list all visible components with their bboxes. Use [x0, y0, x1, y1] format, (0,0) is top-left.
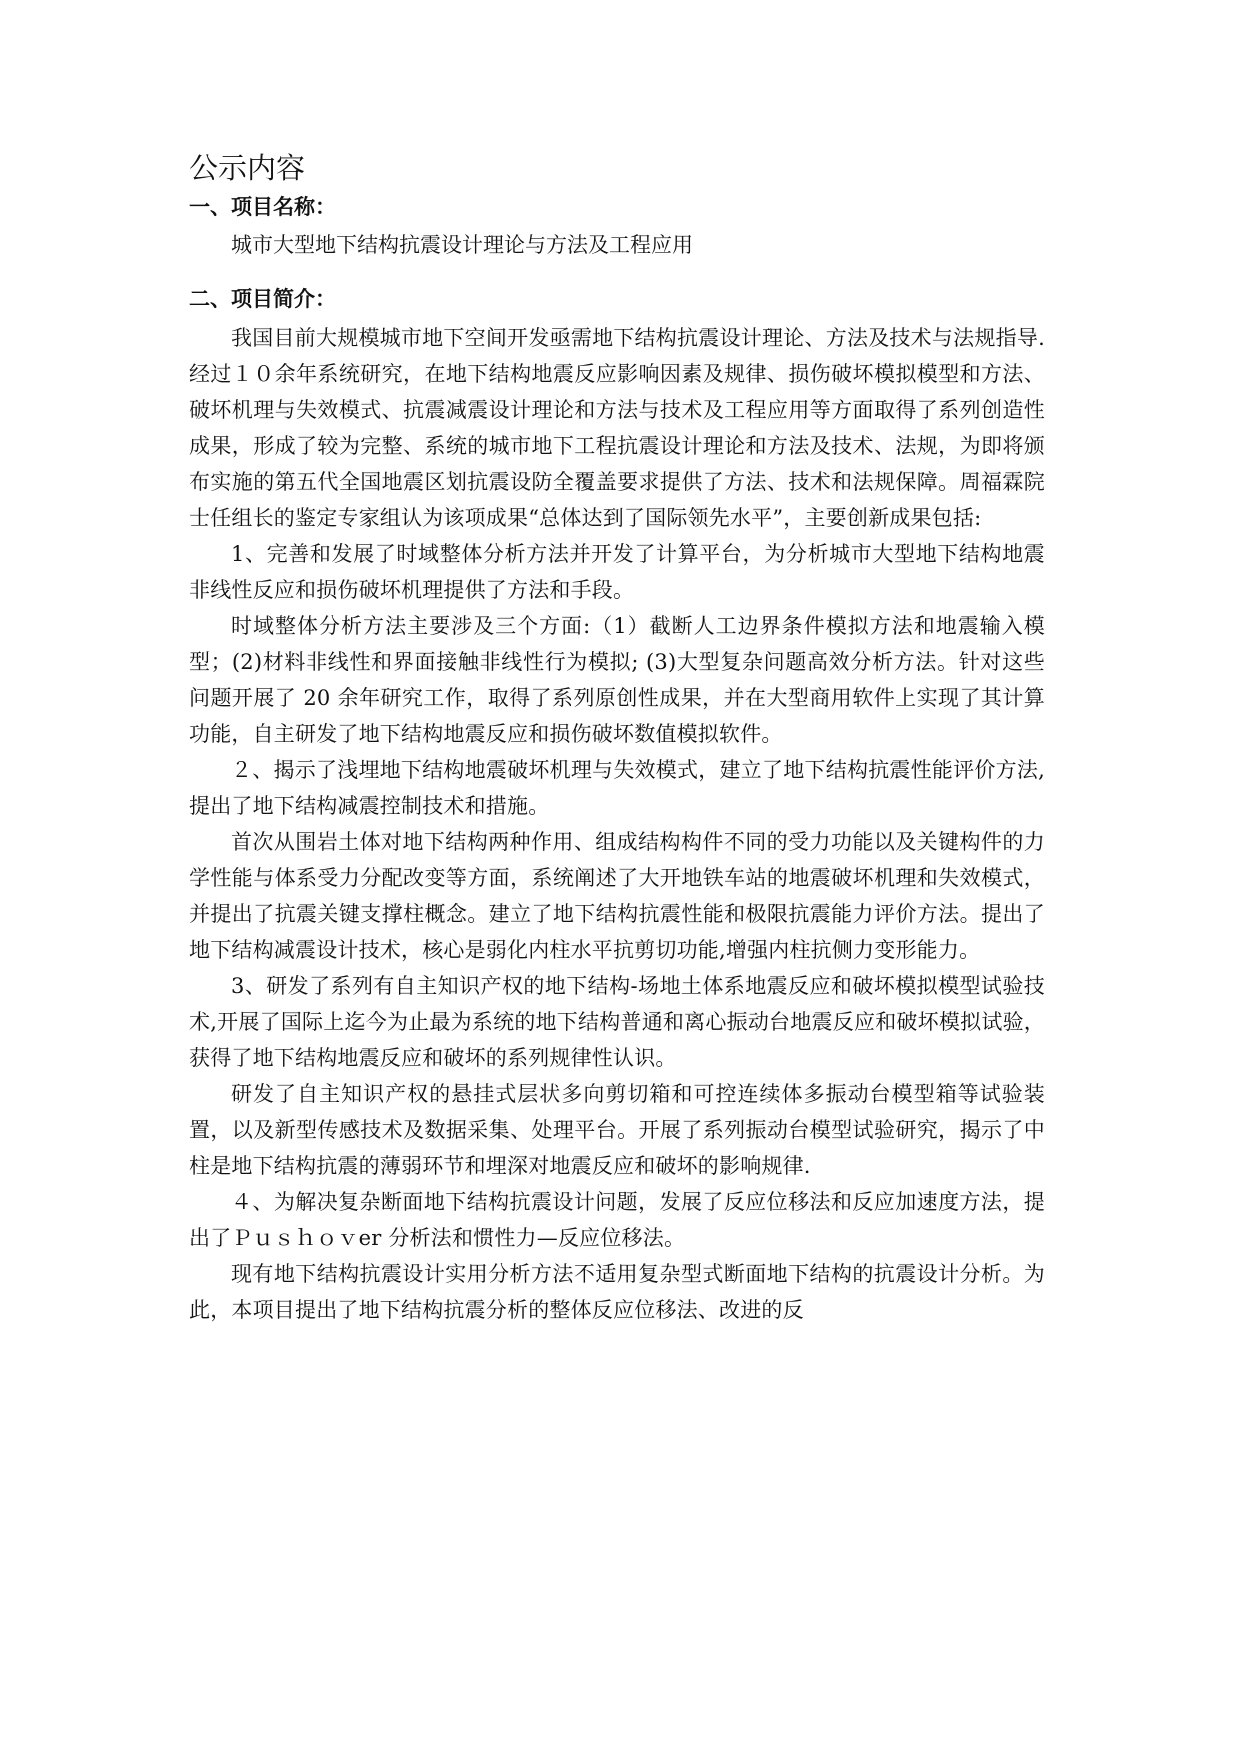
- summary-paragraph: 时域整体分析方法主要涉及三个方面:（1）截断人工边界条件模拟方法和地震输入模型；(2)材料非线性和界面接触非线性行为模拟; (3)大型复杂问题高效分析方法。针对这些问题开展了 20 余年研究工作，取得了系列原创性成果，并在大型商用软件上实现了其计算功能，自主研发了地下结构地震反应和损伤破坏数值模拟软件。: [189, 614, 1045, 746]
- summary-paragraph: 1、完善和发展了时域整体分析方法并开发了计算平台，为分析城市大型地下结构地震非线性反应和损伤破坏机理提供了方法和手段。: [189, 542, 1045, 602]
- summary-paragraph: 我国目前大规模城市地下空间开发亟需地下结构抗震设计理论、方法及技术与法规指导.经过１０余年系统研究，在地下结构地震反应影响因素及规律、损伤破坏模拟模型和方法、破坏机理与失效模式、抗震减震设计理论和方法与技术及工程应用等方面取得了系列创造性成果，形成了较为完整、系统的城市地下工程抗震设计理论和方法及技术、法规，为即将颁布实施的第五代全国地震区划抗震设防全覆盖要求提供了方法、技术和法规保障。周福霖院士任组长的鉴定专家组认为该项成果“总体达到了国际领先水平”，主要创新成果包括:: [189, 326, 1045, 530]
- document-title: 公示内容: [189, 151, 306, 185]
- summary-paragraph: 现有地下结构抗震设计实用分析方法不适用复杂型式断面地下结构的抗震设计分析。为此，本项目提出了地下结构抗震分析的整体反应位移法、改进的反: [189, 1262, 1045, 1322]
- summary-paragraph: ２、揭示了浅埋地下结构地震破坏机理与失效模式，建立了地下结构抗震性能评价方法,提出了地下结构减震控制技术和措施。: [189, 758, 1045, 818]
- section-heading-project-name: 一、项目名称：: [189, 195, 336, 219]
- document-content: [189, 148, 1045, 1328]
- summary-paragraph: 3、研发了系列有自主知识产权的地下结构-场地土体系地震反应和破坏模拟模型试验技术,开展了国际上迄今为止最为系统的地下结构普通和离心振动台地震反应和破坏模拟试验，获得了地下结构地震反应和破坏的系列规律性认识。: [189, 974, 1045, 1070]
- summary-paragraph: 首次从围岩土体对地下结构两种作用、组成结构构件不同的受力功能以及关键构件的力学性能与体系受力分配改变等方面，系统阐述了大开地铁车站的地震破坏机理和失效模式，并提出了抗震关键支撑柱概念。建立了地下结构抗震性能和极限抗震能力评价方法。提出了地下结构减震设计技术，核心是弱化内柱水平抗剪切功能,增强内柱抗侧力变形能力。: [189, 830, 1045, 962]
- summary-paragraph: ４、为解决复杂断面地下结构抗震设计问题，发展了反应位移法和反应加速度方法，提出了Ｐｕｓｈｏｖer 分析法和惯性力—反应位移法。: [189, 1190, 1045, 1250]
- summary-paragraph: 研发了自主知识产权的悬挂式层状多向剪切箱和可控连续体多振动台模型箱等试验装置，以及新型传感技术及数据采集、处理平台。开展了系列振动台模型试验研究，揭示了中柱是地下结构抗震的薄弱环节和埋深对地震反应和破坏的影响规律.: [189, 1082, 1045, 1178]
- section-heading-project-summary: 二、项目简介：: [189, 287, 336, 311]
- project-name-text: 城市大型地下结构抗震设计理论与方法及工程应用: [231, 233, 693, 257]
